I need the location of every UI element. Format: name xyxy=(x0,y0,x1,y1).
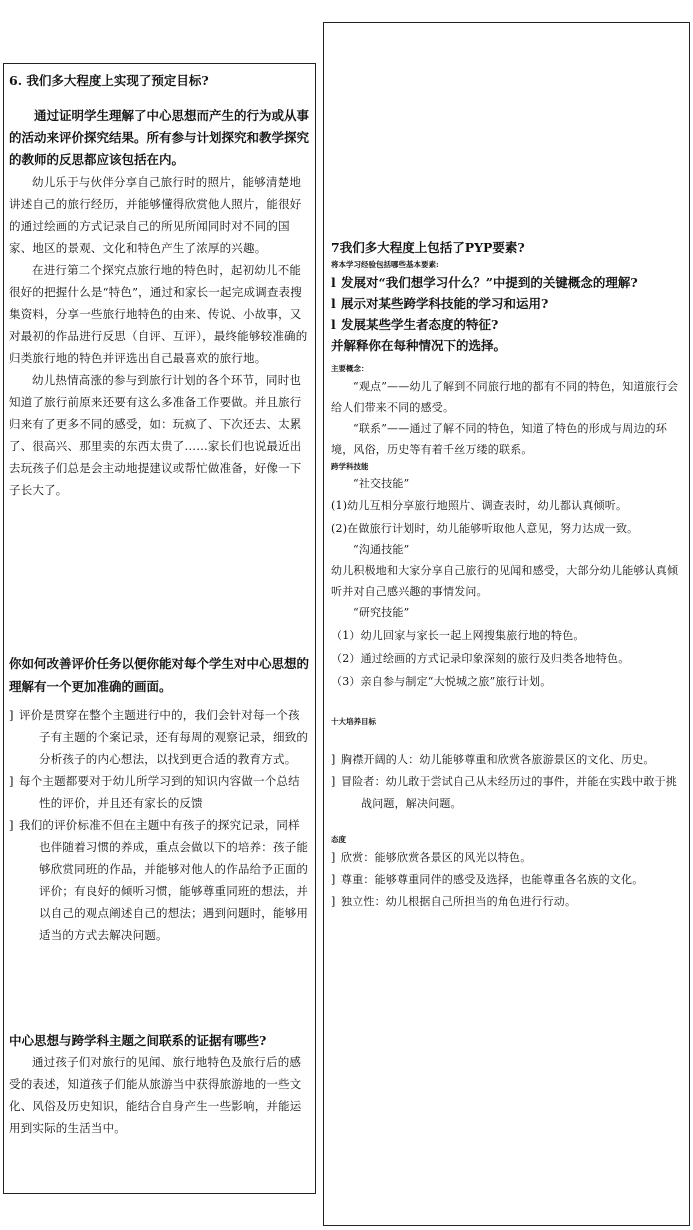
comm-skill-label: “沟通技能” xyxy=(353,543,410,556)
bullet-icon: l xyxy=(331,296,336,311)
q6-title: 6. 我们多大程度上实现了预定目标? xyxy=(9,73,209,88)
profile-label: 十大培养目标 xyxy=(331,717,376,726)
bullet-icon: ] xyxy=(9,708,14,722)
q6-paragraph: 在进行第二个探究点旅行地的特色时，起初幼儿不能很好的把握什么是“特色”，通过和家长一起完成调查表搜集资料，分享一些旅行地特色的由来、传说、小故事，又对最初的作品进行反思（自评、互评），最终能够较准确的归类旅行地的特色并评选出自己最喜欢的旅行地。 xyxy=(9,263,308,365)
social-skill-label: “社交技能” xyxy=(353,477,410,490)
list-item: ] 每个主题都要对于幼儿所学习到的知识内容做一个总结性的评价，并且还有家长的反馈 xyxy=(9,770,309,814)
q6-paragraph: 幼儿热情高涨的参与到旅行计划的各个环节，同时也知道了旅行前原来还要有这么多准备工作要做。并且旅行归来有了更多不同的感受，如：玩疯了、下次还去、太累了、很高兴、那里卖的东西太贵了……家长们也说最近出去玩孩子们总是会主动地提建议或帮忙做准备，好像一下子长大了。 xyxy=(9,373,302,497)
concept-item: “联系”——通过了解不同的特色，知道了特色的形成与周边的环境，风俗，历史等有着千丝万缕的联系。 xyxy=(331,422,668,456)
social-item: (2)在做旅行计划时，幼儿能够听取他人意见，努力达成一致。 xyxy=(331,522,639,535)
concepts-label: 主要概念： xyxy=(331,364,369,373)
bullet-icon: ] xyxy=(331,753,336,766)
q7-section xyxy=(331,237,684,913)
q6-section xyxy=(9,70,309,501)
bullet-icon: l xyxy=(331,275,336,290)
research-item: （2）通过绘画的方式记录印象深刻的旅行及归类各地特色。 xyxy=(331,652,630,665)
bullet-icon: ] xyxy=(9,774,14,788)
q6-prompt: 通过证明学生理解了中心思想而产生的行为或从事的活动来评价探究结果。所有参与计划探究和教学探究的教师的反思都应该包括在内。 xyxy=(9,108,310,167)
link-section xyxy=(9,1030,309,1139)
link-text: 通过孩子们对旅行的见闻、旅行地特色及旅行后的感受的表述，知道孩子们能从旅游当中获得旅游地的一些文化、风俗及历史知识，能结合自身产生一些影响，并能运用到实际的生活当中。 xyxy=(9,1055,302,1135)
list-item: ] 欣赏：能够欣赏各景区的风光以特色。 xyxy=(331,847,684,869)
bullet-icon: ] xyxy=(9,818,14,832)
comm-text: 幼儿积极地和大家分享自己旅行的见闻和感受，大部分幼儿能够认真倾听并对自己感兴趣的事情发问。 xyxy=(331,564,679,598)
list-item: ] 冒险者：幼儿敢于尝试自己从未经历过的事件，并能在实践中敢于挑战问题，解决问题。 xyxy=(331,771,684,815)
list-item: ] 我们的评价标准不但在主题中有孩子的探究记录，同样也伴随着习惯的养成，重点会做以下的培养：孩子能够欣赏同班的作品，并能够对他人的作品给予正面的评价；有良好的倾听习惯，能够尊重同班的想法，并以自己的观点阐述自己的想法；遇到问题时，能够用适当的方式去解决问题。 xyxy=(9,814,309,946)
attitude-label: 态度 xyxy=(331,835,346,844)
social-item: (1)幼儿互相分享旅行地照片、调查表时，幼儿都认真倾听。 xyxy=(331,499,628,512)
q6-paragraph: 幼儿乐于与伙伴分享自己旅行时的照片，能够清楚地讲述自己的旅行经历，并能够懂得欣赏他人照片，能很好的通过绘画的方式记录自己的所见所闻同时对不同的国家、地区的景观、文化和特色产生了浓厚的兴趣。 xyxy=(9,175,302,255)
improve-section xyxy=(9,652,309,946)
bullet-icon: ] xyxy=(331,873,336,886)
q7-title: 7我们多大程度上包括了PYP要素? xyxy=(331,240,525,255)
research-item: （3）亲自参与制定“大悦城之旅”旅行计划。 xyxy=(331,675,552,688)
list-item: ] 胸襟开阔的人：幼儿能够尊重和欣赏各旅游景区的文化、历史。 xyxy=(331,749,684,771)
list-item: ] 评价是贯穿在整个主题进行中的，我们会针对每一个孩子有主题的个案记录，还有每周的观察记录，细致的分析孩子的内心想法，以找到更合适的教育方式。 xyxy=(9,704,309,770)
bullet-icon: ] xyxy=(331,851,336,864)
bullet-icon: ] xyxy=(331,895,336,908)
list-item: l 发展某些学生者态度的特征? xyxy=(331,314,684,335)
list-item: l 发展对“我们想学习什么？”中提到的关键概念的理解? xyxy=(331,272,684,293)
bullet-icon: l xyxy=(331,317,336,332)
list-item: ] 尊重：能够尊重同伴的感受及选择，也能尊重各名族的文化。 xyxy=(331,869,684,891)
research-skill-label: “研究技能” xyxy=(353,606,410,619)
improve-title: 你如何改善评价任务以便你能对每个学生对中心思想的理解有一个更加准确的画面。 xyxy=(9,656,310,694)
research-item: （1）幼儿回家与家长一起上网搜集旅行地的特色。 xyxy=(331,629,585,642)
link-title: 中心思想与跨学科主题之间联系的证据有哪些? xyxy=(9,1033,267,1048)
concept-item: “观点”——幼儿了解到不同旅行地的都有不同的特色，知道旅行会给人们带来不同的感受。 xyxy=(331,380,679,414)
list-item: l 展示对某些跨学科技能的学习和运用? xyxy=(331,293,684,314)
q7-subtitle: 将本学习经验包括哪些基本要素: xyxy=(331,260,439,269)
q7-explain: 并解释你在每种情况下的选择。 xyxy=(331,338,507,353)
bullet-icon: ] xyxy=(331,775,336,788)
list-item: ] 独立性：幼儿根据自己所担当的角色进行行动。 xyxy=(331,891,684,913)
skills-label: 跨学科技能 xyxy=(331,462,369,471)
